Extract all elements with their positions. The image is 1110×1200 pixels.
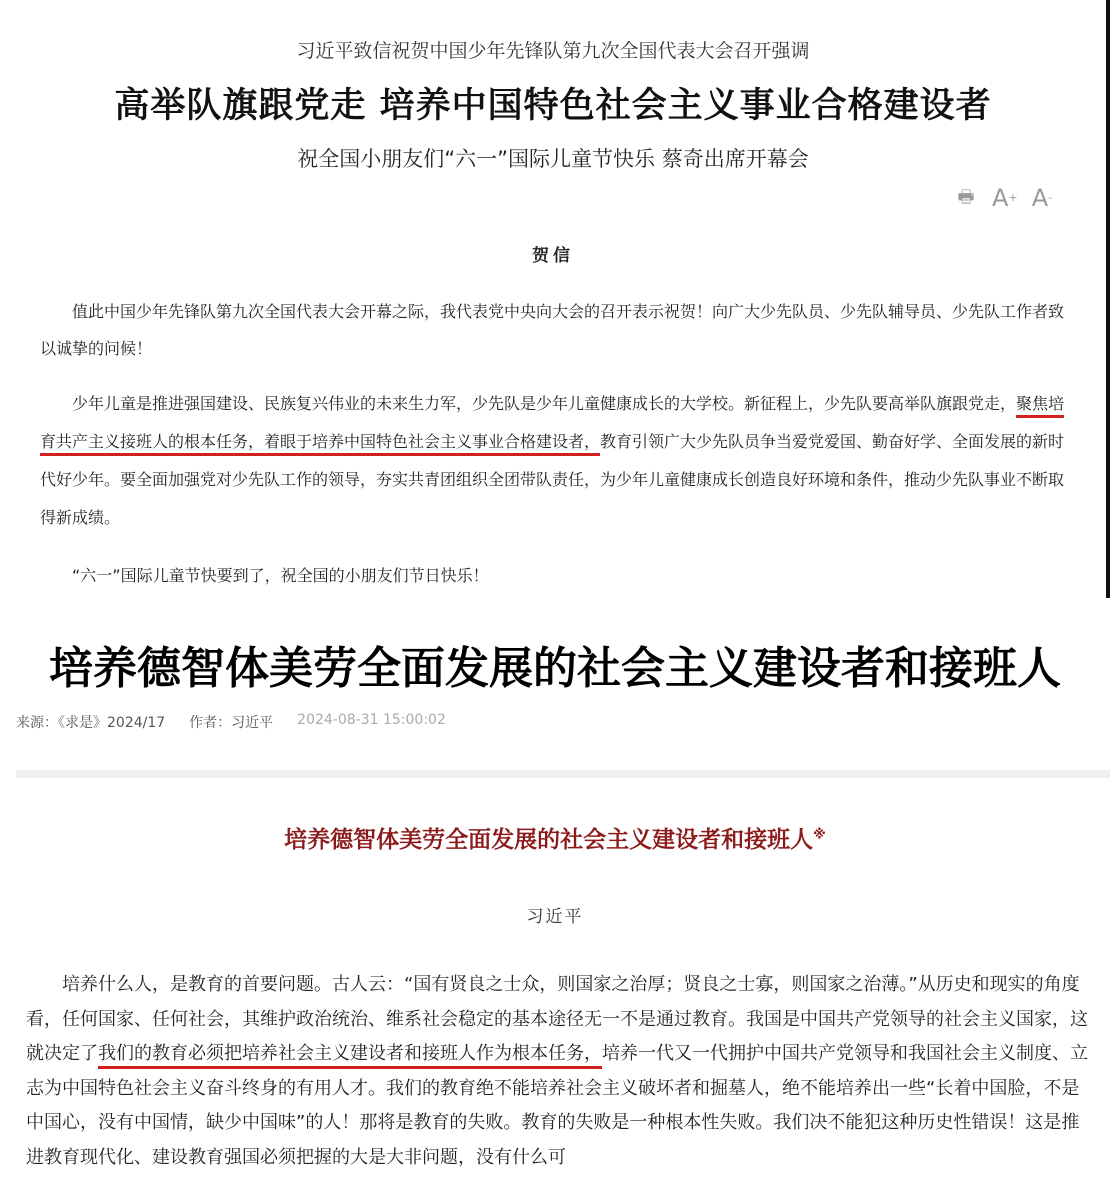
letter-article-panel bbox=[0, 0, 1106, 598]
red-title-mark: ※ bbox=[813, 827, 826, 843]
highlighted-text: 我们的教育必须把培养社会主义建设者和接班人作为根本任务， bbox=[98, 1043, 602, 1069]
red-title-text: 培养德智体美劳全面发展的社会主义建设者和接班人 bbox=[284, 827, 814, 853]
article-pre-title: 习近平致信祝贺中国少年先锋队第九次全国代表大会召开强调 bbox=[296, 40, 810, 62]
letter-paragraph-1: 值此中国少年先锋队第九次全国代表大会开幕之际，我代表党中央向大会的召开表示祝贺！向广大少先队员、少先队辅导员、少先队工作者致以诚挚的问候！ bbox=[40, 302, 1065, 358]
font-decrease-button[interactable] bbox=[1030, 184, 1054, 212]
qiushi-author: 习近平 bbox=[526, 907, 584, 927]
meta-author: 作者：习近平 bbox=[189, 715, 274, 731]
divider-band bbox=[16, 770, 1110, 778]
qiushi-big-title: 培养德智体美劳全面发展的社会主义建设者和接班人 bbox=[49, 643, 1061, 694]
letter-paragraph-2-end: 教育引领广大少先队员争当爱党爱国、勤奋好学、全面发展的新时代好少年。要全面加强党对少先队工作的领导，夯实共青团组织全团带队责任，为少年儿童健康成长创造良好环境和条件，推动少先队事业不断取得新成绩。 bbox=[40, 432, 1065, 527]
font-decrease-label: A bbox=[1031, 184, 1049, 212]
article-sub-title: 祝全国小朋友们“六一”国际儿童节快乐 蔡奇出席开幕会 bbox=[297, 147, 809, 171]
font-increase-label: A bbox=[992, 184, 1009, 212]
meta-date: 2024-08-31 15:00:02 bbox=[297, 712, 446, 728]
qiushi-body-paragraph bbox=[26, 968, 1090, 1175]
article-tools bbox=[954, 184, 1054, 212]
body-start: 培养什么人，是教育的首要问题。古人云：“国有贤良之士众，则国家之治厚；贤良之士寡，则国家之治薄。”从历史和现实的角度看，任何国家、任何社会，其维护政治统治、维系社会稳定的基本途径无一不是通过教育。我国是中国共产党领导的社会主义国家，这就决定了 bbox=[26, 974, 1088, 1064]
highlighted-text: 聚焦培育共产主义接班人的根本任务，着眼于培养中国特色社会主义事业合格建设者， bbox=[40, 394, 1064, 456]
font-increase-button[interactable] bbox=[992, 184, 1016, 212]
font-decrease-mark: - bbox=[1048, 191, 1053, 204]
letter-heading: 贺信 bbox=[532, 246, 574, 266]
article-main-title: 高举队旗跟党走 培养中国特色社会主义事业合格建设者 bbox=[114, 86, 992, 126]
letter-paragraph-2-start: 少年儿童是推进强国建设、民族复兴伟业的未来生力军，少先队是少年儿童健康成长的大学校。新征程上，少先队要高举队旗跟党走， bbox=[72, 394, 1017, 413]
article-meta bbox=[16, 712, 446, 732]
letter-paragraph-3: “六一”国际儿童节快要到了，祝全国的小朋友们节日快乐！ bbox=[72, 566, 489, 585]
meta-source: 来源：《求是》2024/17 bbox=[16, 715, 166, 731]
printer-icon[interactable]: 🖶 bbox=[957, 187, 975, 208]
qiushi-red-title bbox=[0, 821, 1110, 854]
font-increase-mark: + bbox=[1008, 191, 1018, 204]
panel-edge bbox=[1106, 0, 1110, 598]
body-end: 培养一代又一代拥护中国共产党领导和我国社会主义制度、立志为中国特色社会主义奋斗终身的有用人才。我们的教育绝不能培养社会主义破坏者和掘墓人，绝不能培养出一些“长着中国脸，不是中国心，没有中国情，缺少中国味”的人！那将是教育的失败。教育的失败是一种根本性失败。我们决不能犯这种历史性错误！这是推进教育现代化、建设教育强国必须把握的大是大非问题，没有什么可 bbox=[26, 1043, 1088, 1168]
letter-paragraph-2 bbox=[40, 385, 1070, 537]
